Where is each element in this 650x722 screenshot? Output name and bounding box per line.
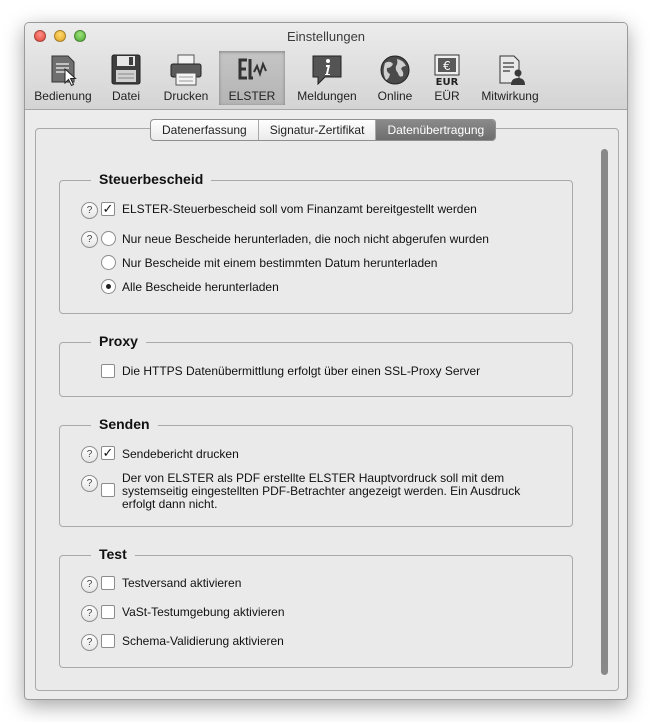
checkbox-label: Die HTTPS Datenübermittlung erfolgt über einen SSL-Proxy Server xyxy=(122,364,481,378)
tab-bar xyxy=(150,119,496,141)
toolbar-item-elster[interactable] xyxy=(219,51,285,105)
checkbox-label: VaSt-Testumgebung aktivieren xyxy=(122,605,285,619)
radio-label: Nur neue Bescheide herunterladen, die noch nicht abgerufen wurden xyxy=(122,232,489,246)
tab-datenuebertragung[interactable]: Datenübertragung xyxy=(376,120,495,140)
group-title-proxy: Proxy xyxy=(91,333,146,349)
printer-icon xyxy=(168,53,204,87)
preferences-window xyxy=(24,22,628,700)
help-icon[interactable]: ? xyxy=(81,605,98,622)
checkbox-pdf-betrachter[interactable] xyxy=(101,483,115,497)
checkbox-label: Sendebericht drucken xyxy=(122,447,239,461)
help-icon[interactable]: ? xyxy=(81,446,98,463)
document-person-icon xyxy=(492,53,528,87)
checkbox-schema-validierung[interactable] xyxy=(101,634,115,648)
radio-nur-neue-bescheide[interactable] xyxy=(101,231,116,246)
vertical-scrollbar[interactable] xyxy=(601,149,608,675)
radio-label: Alle Bescheide herunterladen xyxy=(122,280,279,294)
group-title-test: Test xyxy=(91,546,135,562)
radio-label: Nur Bescheide mit einem bestimmten Datum herunterladen xyxy=(122,256,438,270)
floppy-disk-icon xyxy=(108,53,144,87)
toolbar-item-drucken[interactable] xyxy=(155,51,217,105)
toolbar-item-online[interactable] xyxy=(371,51,419,105)
checkbox-steuerbescheid-bereitstellen[interactable]: ✓ xyxy=(102,201,114,216)
toolbar-item-mitwirkung[interactable] xyxy=(475,51,545,105)
help-icon[interactable]: ? xyxy=(81,231,98,248)
checkbox-label: Schema-Validierung aktivieren xyxy=(122,634,284,648)
group-title-senden: Senden xyxy=(91,416,158,432)
tab-datenerfassung[interactable]: Datenerfassung xyxy=(151,120,259,140)
document-cursor-icon xyxy=(45,53,81,87)
toolbar-label: Online xyxy=(377,89,413,103)
checkbox-label: ELSTER-Steuerbescheid soll vom Finanzamt bereitgestellt werden xyxy=(122,202,477,216)
toolbar-label: Meldungen xyxy=(297,89,357,103)
checkbox-testversand[interactable] xyxy=(101,576,115,590)
radio-alle-bescheide[interactable] xyxy=(101,279,116,294)
titlebar xyxy=(25,23,627,110)
toolbar-item-bedienung[interactable] xyxy=(29,51,97,105)
group-title-steuerbescheid: Steuerbescheid xyxy=(91,171,211,187)
toolbar-label: Datei xyxy=(111,89,140,103)
window-title: Einstellungen xyxy=(286,29,366,44)
svg-text:€: € xyxy=(443,59,451,73)
toolbar-item-eur[interactable] xyxy=(423,51,471,105)
checkbox-vast-testumgebung[interactable] xyxy=(101,605,115,619)
radio-bestimmtes-datum[interactable] xyxy=(101,255,116,270)
help-icon[interactable]: ? xyxy=(81,475,98,492)
checkbox-label: Der von ELSTER als PDF erstellte ELSTER Hauptvordruck soll mit dem systemseitig eingestellten PDF-Betrachter angezeigt werden. Ein Ausdruck erfolgt dann nicht. xyxy=(122,471,521,511)
info-speech-bubble-icon xyxy=(309,53,345,87)
elster-logo-icon xyxy=(234,53,270,87)
help-icon[interactable]: ? xyxy=(81,576,98,593)
checkbox-sendebericht-drucken[interactable]: ✓ xyxy=(102,445,114,460)
svg-text:EUR: EUR xyxy=(435,77,459,87)
toolbar-item-meldungen[interactable] xyxy=(291,51,363,105)
toolbar-label: EÜR xyxy=(434,89,460,103)
checkbox-ssl-proxy[interactable] xyxy=(101,364,115,378)
toolbar-label: Mitwirkung xyxy=(481,89,539,103)
globe-icon xyxy=(377,53,413,87)
toolbar-label: ELSTER xyxy=(228,89,276,103)
euro-ledger-icon xyxy=(429,53,465,87)
checkbox-label: Testversand aktivieren xyxy=(122,576,242,590)
tab-signatur-zertifikat[interactable]: Signatur-Zertifikat xyxy=(259,120,377,140)
toolbar-label: Bedienung xyxy=(34,89,92,103)
toolbar-item-datei[interactable] xyxy=(101,51,151,105)
help-icon[interactable]: ? xyxy=(81,202,98,219)
help-icon[interactable]: ? xyxy=(81,634,98,651)
toolbar-label: Drucken xyxy=(163,89,209,103)
